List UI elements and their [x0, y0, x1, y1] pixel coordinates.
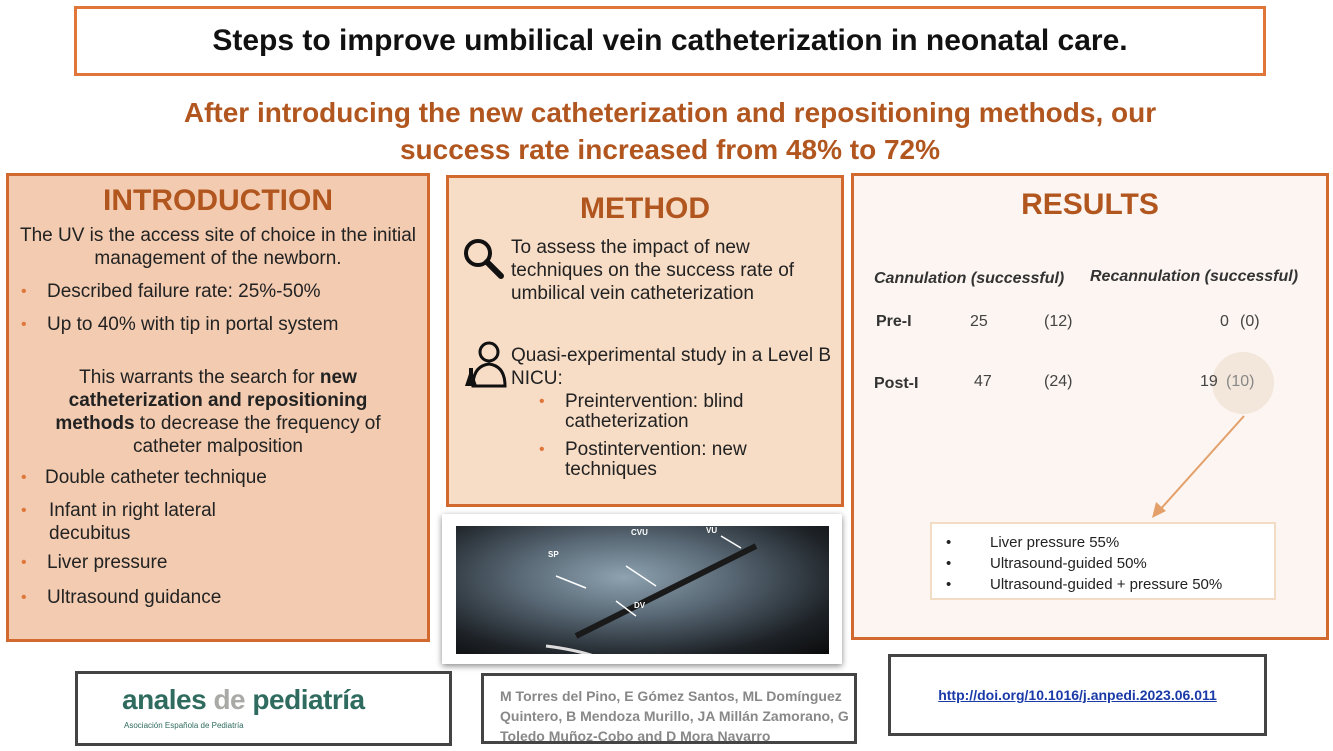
results-heading: RESULTS [1021, 188, 1159, 221]
cell: (0) [1240, 313, 1260, 330]
cell: 0 [1220, 313, 1229, 330]
scientist-icon [461, 338, 511, 388]
row-label: Post-I [874, 375, 919, 392]
col-header-cannulation: Cannulation (successful) [874, 270, 1065, 287]
row-label: Pre-I [876, 313, 912, 330]
poster-title: Steps to improve umbilical vein catheterization in neonatal care. [74, 6, 1266, 76]
label-dv: DV [634, 601, 646, 610]
authors: M Torres del Pino, E Gómez Santos, ML Domínguez Quintero, B Mendoza Murillo, JA Millán Zamorano, G Toledo Muñoz-Cobo and D Mora Navarro [481, 673, 857, 744]
label-vu: VU [706, 526, 718, 535]
intro-technique: • Liver pressure [9, 551, 427, 574]
key-finding [80, 94, 1260, 168]
logo-part: pediatría [252, 684, 365, 715]
col-header-recannulation: Recannulation (successful) [1090, 268, 1299, 285]
cell: 25 [970, 313, 988, 330]
key-finding-line-1: After introducing the new catheterization and repositioning methods, our [183, 97, 1157, 128]
intro-technique: • Infant in right lateral decubitus [9, 499, 269, 545]
key-finding-line-2: success rate increased from 48% to 72% [399, 134, 941, 165]
doi-link[interactable]: http://doi.org/10.1016/j.anpedi.2023.06.011 [938, 687, 1217, 703]
logo-tagline: Asociación Española de Pediatría [124, 721, 244, 730]
cell: 19 [1200, 373, 1218, 390]
callout-item: • Liver pressure 55% [946, 532, 1274, 553]
method-heading: METHOD [580, 192, 710, 225]
warrant-bold: new catheterization and repositioning methods [55, 367, 368, 434]
logo-part: de [213, 684, 253, 715]
magnifier-icon [461, 236, 505, 280]
label-cvu: CVU [631, 528, 648, 537]
recannulation-methods-callout [930, 522, 1276, 600]
cell: (10) [1226, 373, 1255, 390]
warrant-post: to decrease the frequency of catheter malposition [132, 413, 381, 457]
doi-box [888, 654, 1267, 736]
logo-part: anales [122, 684, 214, 715]
intro-warrant [39, 366, 397, 458]
ultrasound-image [456, 526, 829, 654]
intro-bullet: • Described failure rate: 25%-50% [9, 280, 427, 303]
method-bullet: • Preintervention: blind catheterization [527, 392, 817, 432]
arrow-icon [1144, 412, 1254, 522]
intro-bullet: • Up to 40% with tip in portal system [9, 313, 427, 336]
label-sp: SP [548, 550, 559, 559]
intro-lead: The UV is the access site of choice in the initial management of the newborn. [19, 225, 417, 269]
cell: (12) [1044, 313, 1073, 330]
warrant-pre: This warrants the search for [79, 367, 320, 388]
method-panel [446, 175, 844, 507]
method-bullet: • Postintervention: new techniques [527, 440, 817, 480]
intro-technique: • Double catheter technique [9, 466, 427, 489]
method-aim: To assess the impact of new techniques on the success rate of umbilical vein catheterization [511, 237, 795, 304]
journal-logo [75, 671, 452, 746]
callout-item: • Ultrasound-guided 50% [946, 553, 1274, 574]
callout-item: • Ultrasound-guided + pressure 50% [946, 574, 1274, 595]
method-study: Quasi-experimental study in a Level B NICU: [511, 345, 831, 389]
cell: (24) [1044, 373, 1073, 390]
introduction-heading: INTRODUCTION [103, 184, 333, 217]
intro-technique: • Ultrasound guidance [9, 586, 427, 609]
introduction-panel [6, 173, 430, 642]
cell: 47 [974, 373, 992, 390]
